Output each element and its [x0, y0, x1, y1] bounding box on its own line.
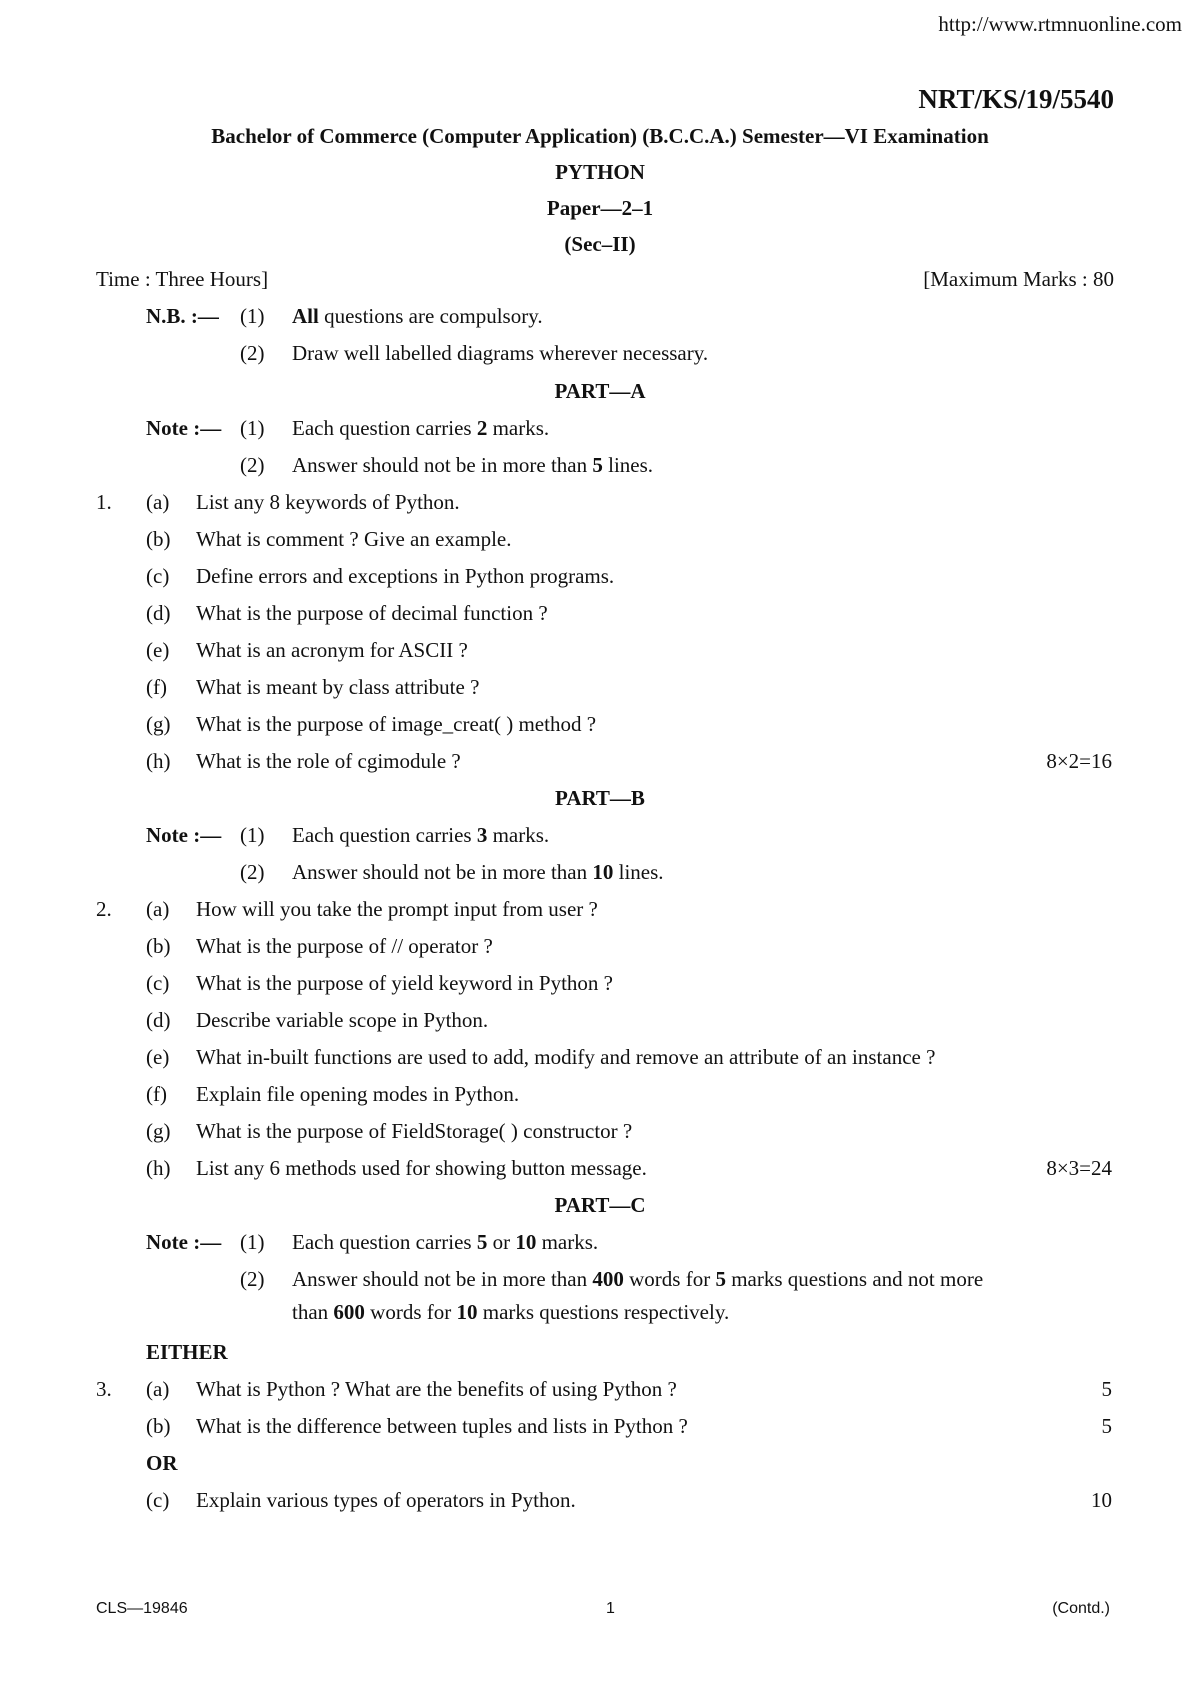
note-num: (1) [240, 823, 265, 847]
question-text: What is the purpose of FieldStorage( ) constructor ? [196, 1119, 633, 1143]
marks-allocation: 8×3=24 [1046, 1156, 1112, 1180]
question-text: Explain file opening modes in Python. [196, 1082, 520, 1106]
question-letter: (g) [146, 1119, 171, 1143]
marks-allocation: 8×2=16 [1046, 749, 1112, 773]
question-letter: (d) [146, 1008, 171, 1032]
question-text: Explain various types of operators in Python. [196, 1488, 576, 1512]
question-text: What is Python ? What are the benefits of using Python ? [196, 1377, 677, 1401]
question-text: What is the role of cgimodule ? [196, 749, 461, 773]
question-text: What is meant by class attribute ? [196, 675, 480, 699]
note-text: Answer should not be in more than 5 lines. [292, 453, 654, 477]
either-label: EITHER [146, 1340, 228, 1364]
section-label: (Sec–II) [564, 232, 636, 256]
paper-code: NRT/KS/19/5540 [918, 84, 1114, 114]
note-text: Answer should not be in more than 10 lines. [292, 860, 664, 884]
question-text: What is the purpose of decimal function ? [196, 601, 548, 625]
question-letter: (f) [146, 1082, 167, 1106]
question-letter: (h) [146, 749, 171, 773]
question-letter: (h) [146, 1156, 171, 1180]
question-text: What is the difference between tuples and lists in Python ? [196, 1414, 688, 1438]
question-letter: (c) [146, 1488, 170, 1512]
part-a-heading: PART—A [554, 379, 646, 403]
question-text: Describe variable scope in Python. [196, 1008, 489, 1032]
page-number: 1 [606, 1600, 615, 1617]
question-letter: (e) [146, 638, 170, 662]
note-text: Answer should not be in more than 400 words for 5 marks questions and not more [292, 1267, 984, 1291]
nb-item-num: (2) [240, 341, 265, 365]
question-text: What is the purpose of // operator ? [196, 934, 493, 958]
note-num: (2) [240, 1267, 265, 1291]
question-number: 2. [96, 897, 112, 921]
question-text: What is the purpose of yield keyword in Python ? [196, 971, 614, 995]
part-b-note-label: Note :— [146, 823, 222, 847]
question-letter: (a) [146, 897, 170, 921]
question-number: 3. [96, 1377, 112, 1401]
question-marks: 5 [1101, 1414, 1112, 1438]
question-text: What is an acronym for ASCII ? [196, 638, 468, 662]
question-letter: (b) [146, 934, 171, 958]
question-text: How will you take the prompt input from user ? [196, 897, 598, 921]
nb-item-text: All questions are compulsory. [292, 304, 543, 328]
paper-number: Paper—2–1 [546, 196, 654, 220]
question-letter: (a) [146, 1377, 170, 1401]
subject-name: PYTHON [555, 160, 645, 184]
question-letter: (f) [146, 675, 167, 699]
time-label: Time : Three Hours] [96, 267, 269, 291]
exam-title: Bachelor of Commerce (Computer Application) (B.C.C.A.) Semester—VI Examination [211, 124, 989, 148]
question-text: What is comment ? Give an example. [196, 527, 512, 551]
note-num: (2) [240, 860, 265, 884]
question-number: 1. [96, 490, 112, 514]
question-letter: (a) [146, 490, 170, 514]
question-letter: (d) [146, 601, 171, 625]
part-c-heading: PART—C [554, 1193, 646, 1217]
note-num: (2) [240, 453, 265, 477]
question-text: Define errors and exceptions in Python programs. [196, 564, 615, 588]
question-marks: 10 [1091, 1488, 1112, 1512]
question-text: What is the purpose of image_creat( ) method ? [196, 712, 597, 736]
note-text: Each question carries 2 marks. [292, 416, 550, 440]
note-num: (1) [240, 416, 265, 440]
source-url[interactable]: http://www.rtmnuonline.com [938, 12, 1182, 36]
note-text-continued: than 600 words for 10 marks questions respectively. [292, 1300, 730, 1324]
question-text: What in-built functions are used to add, modify and remove an attribute of an instance ? [196, 1045, 936, 1069]
question-text: List any 6 methods used for showing button message. [196, 1156, 647, 1180]
question-letter: (b) [146, 527, 171, 551]
part-b-heading: PART—B [555, 786, 645, 810]
question-letter: (c) [146, 971, 170, 995]
note-text: Each question carries 3 marks. [292, 823, 550, 847]
continued-label: (Contd.) [1052, 1600, 1110, 1617]
question-letter: (e) [146, 1045, 170, 1069]
question-letter: (g) [146, 712, 171, 736]
question-letter: (b) [146, 1414, 171, 1438]
question-letter: (c) [146, 564, 170, 588]
note-text: Each question carries 5 or 10 marks. [292, 1230, 599, 1254]
nb-label: N.B. :— [146, 304, 219, 328]
nb-item-num: (1) [240, 304, 265, 328]
part-a-note-label: Note :— [146, 416, 222, 440]
question-marks: 5 [1101, 1377, 1112, 1401]
footer-code: CLS—19846 [96, 1600, 188, 1617]
note-num: (1) [240, 1230, 265, 1254]
max-marks-label: [Maximum Marks : 80 [923, 267, 1114, 291]
question-text: List any 8 keywords of Python. [196, 490, 460, 514]
or-label: OR [146, 1451, 178, 1475]
part-c-note-label: Note :— [146, 1230, 222, 1254]
nb-item-text: Draw well labelled diagrams wherever necessary. [292, 341, 709, 365]
